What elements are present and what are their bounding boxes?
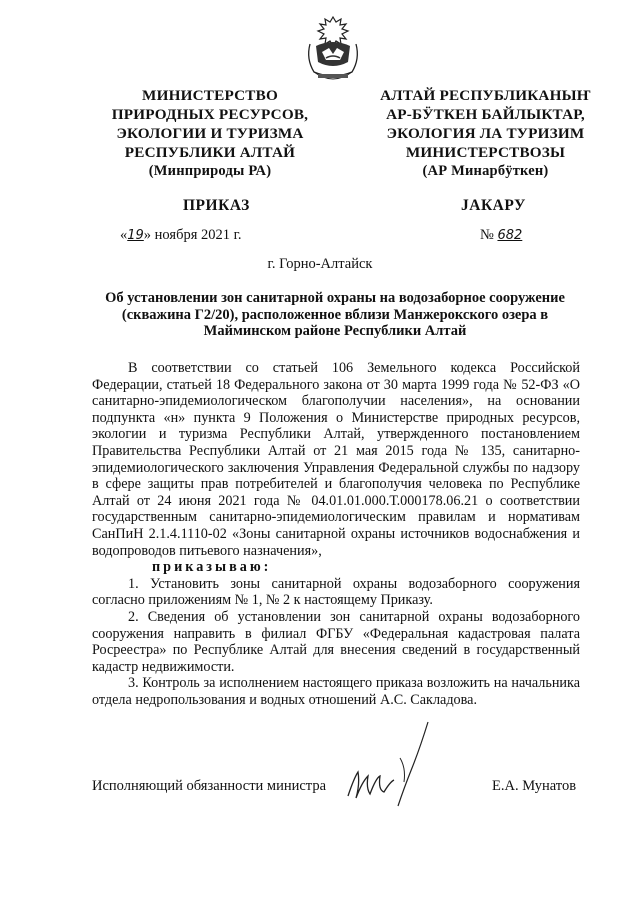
ministry-altai-line-3: ЭКОЛОГИЯ ЛА ТУРИЗИМ (386, 125, 585, 142)
date-open-quote: « (120, 227, 128, 243)
item-1-paragraph: 1. Установить зоны санитарной охраны водозаборного сооружения согласно приложениям № 1, № 2 к настоящему Приказу. (92, 575, 580, 609)
ministry-altai-abbreviation: (АР Минарбӱткен) (422, 163, 549, 179)
signatory-name: Е.А. Мунатов (492, 778, 577, 794)
ministry-altai-line-1: АЛТАЙ РЕСПУБЛИКАНЫҤ (380, 87, 591, 104)
preamble-paragraph: В соответствии со статьей 106 Земельного кодекса Российской Федерации, статьей 18 Федерального закона от 30 марта 1999 года № 52-ФЗ «О санитарно-эпидемиологическом благополучии населения», на основании подпункта «н» пункта 9 Положения о Министерстве природных ресурсов, экологии и туризма Республики Алтай, утвержденного постановлением Правительства Республики Алтай от 21 мая 2015 года № 135, санитарно-эпидемиологического заключения Управления Федеральной службы по надзору в сфере защиты прав потребителей и благополучия человека по Республике Алтай от 24 июня 2021 года № 04.01.01.000.Т.000178.06.21 о соответствии государственным санитарно-эпидемиологическим правилам и нормативам СанПиН 2.1.4.1110-02 «Зоны санитарной охраны источников водоснабжения и водопроводов питьевого назначения», (92, 360, 580, 559)
date-day: 19 (127, 228, 144, 243)
item-2-paragraph: 2. Сведения об установлении зон санитарной охраны водозаборного сооружения направить в филиал ФГБУ «Федеральная кадастровая палата Росреестра» по Республике Алтай для внесения сведений в государственный кадастр недвижимости. (92, 608, 580, 675)
order-title-russian: ПРИКАЗ (183, 197, 250, 214)
order-subject (90, 290, 580, 340)
subject-line-3: Майминском районе Республики Алтай (203, 323, 467, 339)
ministry-line-1: МИНИСТЕРСТВО (142, 87, 278, 104)
order-verb: приказываю: (152, 559, 272, 576)
item-3-paragraph: 3. Контроль за исполнением настоящего приказа возложить на начальника отдела недропользования и водных отношений А.С. Сакладова. (92, 675, 580, 708)
subject-line-1: Об установлении зон санитарной охраны на водозаборное сооружение (105, 290, 565, 306)
ministry-line-4: РЕСПУБЛИКИ АЛТАЙ (124, 144, 296, 161)
date-rest: » ноября 2021 г. (143, 227, 242, 243)
handwritten-signature (340, 718, 440, 808)
order-body (92, 360, 580, 708)
subject-line-2: (скважина Г2/20), расположенное вблизи Манжерокского озера в (121, 306, 549, 323)
order-number (480, 227, 522, 244)
ministry-altai-line-4: МИНИСТЕРСТВОЗЫ (405, 144, 566, 161)
ministry-altai-line-2: АР-БӰТКЕН БАЙЛЫКТАР, (386, 106, 585, 123)
ministry-line-2: ПРИРОДНЫХ РЕСУРСОВ, (111, 106, 309, 123)
number-prefix: № (480, 227, 494, 243)
ministry-name-russian (85, 86, 335, 181)
number-value: 682 (497, 228, 523, 243)
order-date (120, 227, 242, 244)
ministry-line-3: ЭКОЛОГИИ И ТУРИЗМА (116, 125, 304, 142)
signatory-position: Исполняющий обязанности министра (92, 778, 327, 794)
city: г. Горно-Алтайск (267, 256, 373, 272)
order-title-altai: JАКАРУ (461, 197, 526, 214)
coat-of-arms-icon (296, 14, 370, 86)
ministry-abbreviation: (Минприроды РА) (148, 163, 272, 179)
ministry-name-altai (358, 86, 613, 181)
